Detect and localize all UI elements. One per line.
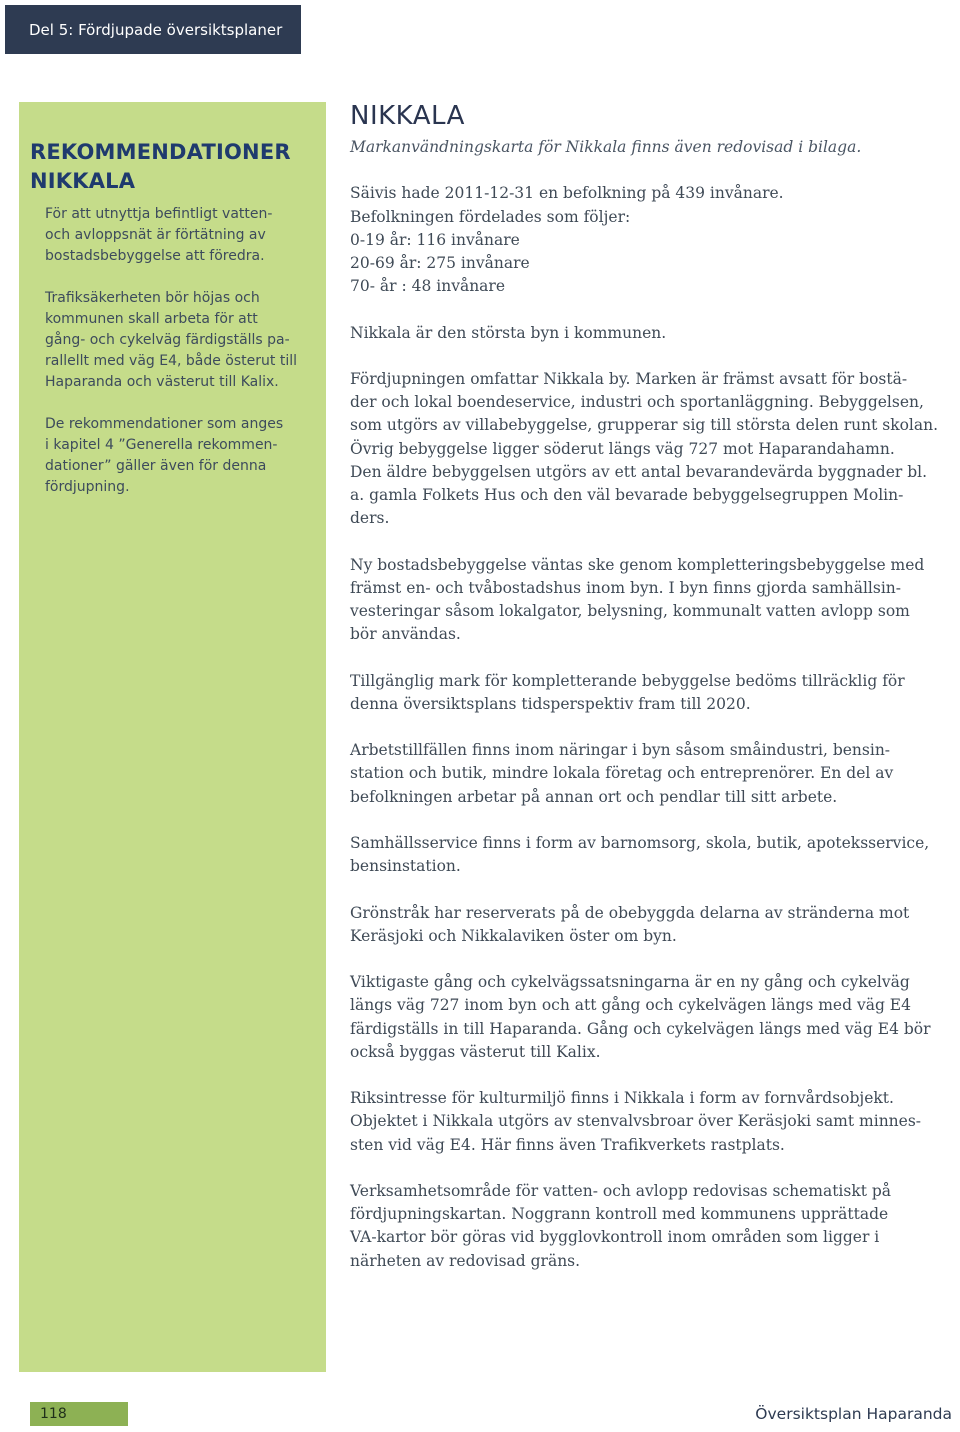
recommendation-paragraph: Trafiksäkerheten bör höjas och kommunen skall arbeta för att gång- och cykelväg färdigställs pa- rallellt med väg E4, både österut till Haparanda och västerut till Kalix. xyxy=(45,290,297,390)
page-subtitle: Markanvändningskarta för Nikkala finns även redovisad i bilaga. xyxy=(350,138,862,156)
body-paragraph: Arbetstillfällen finns inom näringar i byn såsom småindustri, bensin- station och butik, mindre lokala företag och entreprenörer. En del av befolkningen arbetar på annan ort och pendlar till sitt arbete. xyxy=(350,741,894,806)
main-content xyxy=(350,100,940,1273)
body-paragraph: Riksintresse för kulturmiljö finns i Nikkala i form av fornvårdsobjekt. Objektet i Nikkala utgörs av stenvalvsbroar över Keräsjoki samt minnes- sten vid väg E4. Här finns även Trafikverkets rastplats. xyxy=(350,1089,922,1154)
section-label: Del 5: Fördjupade översiktsplaner xyxy=(29,20,283,39)
body-paragraph: Ny bostadsbebyggelse väntas ske genom kompletteringsbebyggelse med främst en- och tvåbostadshus inom byn. I byn finns gjorda samhällsin- vesteringar såsom lokalgator, belysning, kommunalt vatten avlopp som bör användas. xyxy=(350,555,925,644)
recommendations-box xyxy=(19,102,326,1372)
page-title: NIKKALA xyxy=(350,101,465,131)
body-paragraph: Verksamhetsområde för vatten- och avlopp redovisas schematiskt på fördjupningskartan. Noggrann kontroll med kommunens upprättade VA-kartor bör göras vid bygglovkontroll inom områden som ligger i närheten av redovisad gräns. xyxy=(350,1181,892,1270)
body-paragraph: Nikkala är den största byn i kommunen. xyxy=(350,323,667,342)
body-paragraph: Säivis hade 2011-12-31 en befolkning på 439 invånare. Befolkningen fördelades som följer: 0-19 år: 116 invånare 20-69 år: 275 invånare 70- år : 48 invånare xyxy=(350,184,784,296)
document-title: Översiktsplan Haparanda xyxy=(755,1405,952,1423)
footer-document-title xyxy=(755,1402,952,1426)
body-paragraph: Viktigaste gång och cykelvägssatsningarna är en ny gång och cykelväg längs väg 727 inom byn och att gång och cykelvägen längs med väg E4 färdigställs in till Haparanda. Gång och cykelvägen längs med väg E4 bör också byggas västerut till Kalix. xyxy=(350,973,931,1061)
recommendations-title: REKOMMENDATIONER NIKKALA xyxy=(30,140,291,193)
recommendation-paragraph: De rekommendationer som anges i kapitel 4 ”Generella rekommen- dationer” gäller även för denna fördjupning. xyxy=(45,416,284,495)
body-paragraph: Fördjupningen omfattar Nikkala by. Marken är främst avsatt för bostä- der och lokal boendeservice, industri och sportanläggning. Bebyggelsen, som utgörs av villabebyggelse, grupperar sig till största delen runt skolan. Övrig bebyggelse ligger söderut längs väg 727 mot Haparandahamn. Den äldre bebyggelsen utgörs av ett antal bevarandevärda byggnader bl. a. gamla Folkets Hus och den väl bevarade bebyggelsegruppen Molin- ders. xyxy=(350,369,939,528)
body-paragraph: Tillgänglig mark för kompletterande bebyggelse bedöms tillräcklig för denna översiktsplans tidsperspektiv fram till 2020. xyxy=(350,671,905,713)
body-paragraph: Samhällsservice finns i form av barnomsorg, skola, butik, apoteksservice, bensinstation. xyxy=(350,833,930,876)
section-header xyxy=(5,5,301,54)
recommendation-paragraph: För att utnyttja befintligt vatten- och avloppsnät är förtätning av bostadsbebyggelse att föredra. xyxy=(45,206,273,264)
page-number: 118 xyxy=(40,1406,67,1422)
page-number-badge xyxy=(30,1402,128,1426)
body-paragraph: Grönstråk har reserverats på de obebyggda delarna av stränderna mot Keräsjoki och Nikkalaviken öster om byn. xyxy=(350,903,910,945)
